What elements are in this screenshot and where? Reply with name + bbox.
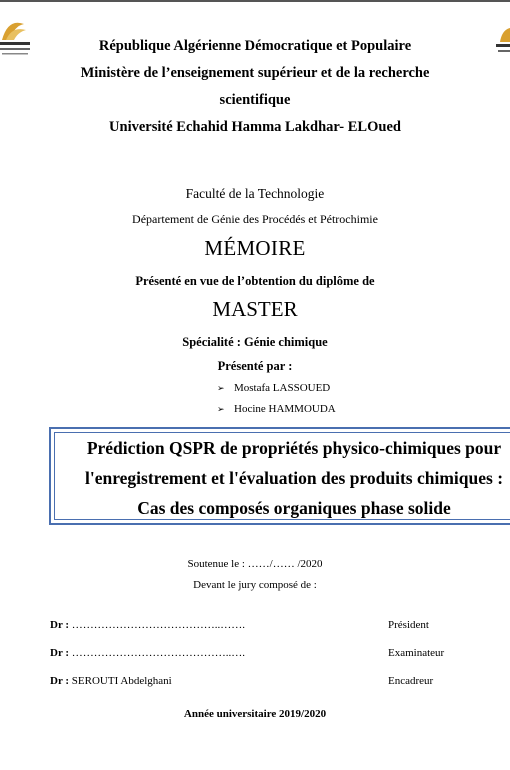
author-item: [217, 403, 336, 415]
ministry-line: Ministère de l’enseignement supérieur et de la recherche: [80, 65, 430, 81]
specialty: Spécialité : Génie chimique: [182, 335, 328, 349]
author-item: [217, 382, 330, 394]
defense-date: Soutenue le : ……/…… /2020: [187, 558, 323, 570]
title-line: Cas des composés organiques phase solide: [137, 498, 451, 518]
document-type: MÉMOIRE: [204, 236, 306, 260]
faculty-name: Faculté de la Technologie: [185, 186, 325, 201]
jury-prefix: Dr :: [50, 647, 70, 659]
jury-member: [50, 675, 172, 687]
jury-member: [50, 619, 245, 631]
jury-intro: Devant le jury composé de :: [193, 579, 317, 591]
jury-name: SEROUTI Abdelghani: [71, 675, 172, 687]
thesis-title: [59, 433, 510, 523]
department-name: Département de Génie des Procédés et Pétrochimie: [132, 212, 378, 226]
presented-for: Présenté en vue de l’obtention du diplôme de: [135, 274, 375, 288]
jury-member: [50, 647, 245, 659]
academic-year: Année universitaire 2019/2020: [183, 708, 327, 720]
republic-line: République Algérienne Démocratique et Populaire: [98, 38, 412, 54]
top-border-line: [0, 0, 510, 2]
title-line: Prédiction QSPR de propriétés physico-chimiques pour: [86, 438, 502, 458]
jury-prefix: Dr :: [50, 619, 70, 631]
university-line: Université Echahid Hamma Lakdhar- ELOued: [109, 119, 401, 135]
jury-role: Président: [388, 619, 429, 631]
jury-name: ……………………………………..….: [71, 647, 246, 659]
jury-prefix: Dr :: [50, 675, 70, 687]
ministry-line-cont: scientifique: [219, 92, 291, 108]
thesis-title-box: [49, 427, 510, 525]
jury-row: [0, 647, 510, 663]
presented-by: Présenté par :: [217, 359, 293, 373]
jury-row: [0, 619, 510, 635]
title-line: l'enregistrement et l'évaluation des produits chimiques :: [84, 468, 504, 488]
degree-name: MASTER: [212, 297, 298, 321]
author-name: Hocine HAMMOUDA: [234, 403, 336, 415]
jury-role: Examinateur: [388, 647, 445, 659]
author-name: Mostafa LASSOUED: [234, 382, 331, 394]
jury-row: [0, 675, 510, 691]
arrow-bullet-icon: ➢: [217, 383, 225, 393]
jury-name: …………………………………..…….: [71, 619, 246, 631]
arrow-bullet-icon: ➢: [217, 404, 225, 414]
institution-header: [0, 33, 510, 141]
jury-role: Encadreur: [388, 675, 434, 687]
